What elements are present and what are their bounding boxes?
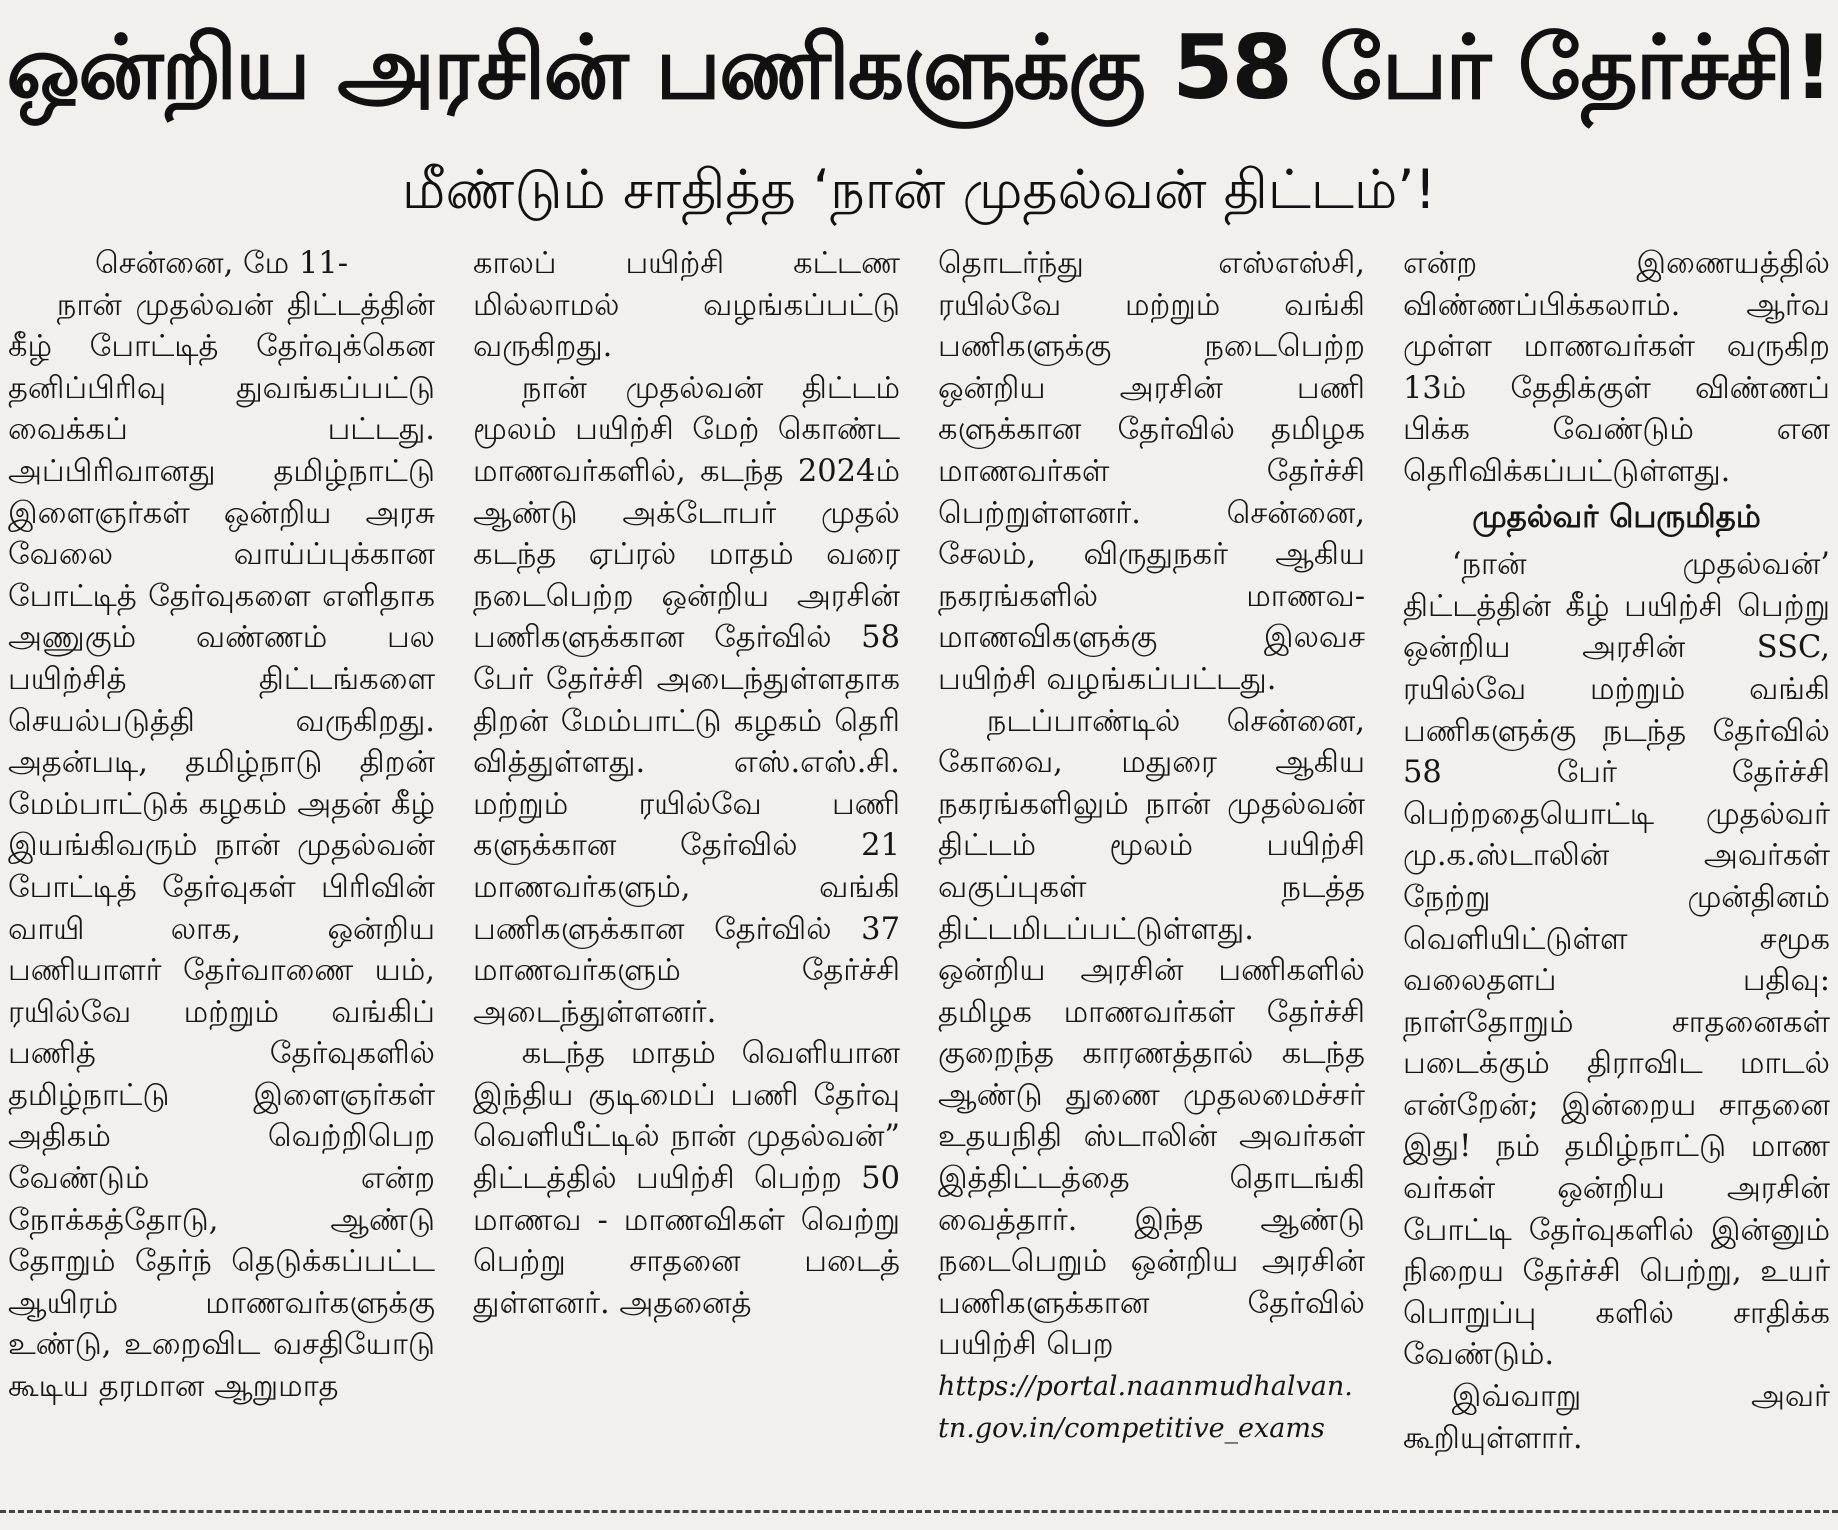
article-column-3 (938, 243, 1365, 1493)
paragraph: நடப்பாண்டில் சென்னை, கோவை, மதுரை ஆகிய நகரங்களிலும் நான் முதல்வன் திட்டம் மூலம் பயிற்சி வகுப்புகள் நடத்த திட்டமிடப்பட்டுள்ளது. ஒன்றிய அரசின் பணிகளில் தமிழக மாணவர்கள் தேர்ச்சி குறைந்த காரணத்தால் கடந்த ஆண்டு துணை முதலமைச்சர் உதயநிதி ஸ்டாலின் அவர்கள் இத்திட்டத்தை தொடங்கி வைத்தார். இந்த ஆண்டு நடைபெறும் ஒன்றிய அரசின் பணிகளுக்கான தேர்வில் பயிற்சி பெற (938, 703, 1365, 1363)
paragraph: இவ்வாறு அவர் கூறியுள்ளார். (1403, 1379, 1830, 1456)
paragraph: ‘நான் முதல்வன்’ திட்டத்தின் கீழ் பயிற்சி பெற்று ஒன்றிய அரசின் SSC, ரயில்வே மற்றும் வங்கி பணிகளுக்கு நடந்த தேர்வில் 58 பேர் தேர்ச்சி பெற்றதையொட்டி முதல்வர் மு.க.ஸ்டாலின் அவர்கள் நேற்று முன்தினம் வெளியிட்டுள்ள சமூக வலைதளப் பதிவு: நாள்தோறும் சாதனைகள் படைக்கும் திராவிட மாடல் என்றேன்; இன்றைய சாதனை இது! நம் தமிழ்நாட்டு மாண வர்கள் ஒன்றிய அரசின் போட்டி தேர்வுகளில் இன்னும் நிறைய தேர்ச்சி பெற்று, உயர் பொறுப்பு களில் சாதிக்க வேண்டும். (1403, 547, 1830, 1373)
paragraph: காலப் பயிற்சி கட்டண மில்லாமல் வழங்கப்பட்டு வருகிறது. (473, 246, 900, 365)
paragraph: நான் முதல்வன் திட்டத்தின் கீழ் போட்டித் தேர்வுக்கென தனிப்பிரிவு துவங்கப்பட்டு வைக்கப் பட்டது. அப்பிரிவானது தமிழ்நாட்டு இளைஞர்கள் ஒன்றிய அரசு வேலை வாய்ப்புக்கான போட்டித் தேர்வுகளை எளிதாக அணுகும் வண்ணம் பல பயிற்சித் திட்டங்களை செயல்படுத்தி வருகிறது. அதன்படி, தமிழ்நாடு திறன் மேம்பாட்டுக் கழகம் அதன் கீழ் இயங்கிவரும் நான் முதல்வன் போட்டித் தேர்வுகள் பிரிவின் வாயி லாக, ஒன்றிய பணியாளர் தேர்வாணை யம், ரயில்வே மற்றும் வங்கிப் பணித் தேர்வுகளில் தமிழ்நாட்டு இளைஞர்கள் அதிகம் வெற்றிபெற வேண்டும் என்ற நோக்கத்தோடு, ஆண்டு தோறும் தேர்ந் தெடுக்கப்பட்ட ஆயிரம் மாணவர்களுக்கு உண்டு, உறைவிட வசதியோடு கூடிய தரமான ஆறுமாத (8, 287, 435, 1405)
dateline: சென்னை, மே 11- (94, 246, 349, 281)
article-column-2 (473, 243, 900, 1493)
paragraph: நான் முதல்வன் திட்டம் மூலம் பயிற்சி மேற் கொண்ட மாணவர்களில், கடந்த 2024ம் ஆண்டு அக்டோபர் முதல் கடந்த ஏப்ரல் மாதம் வரை நடைபெற்ற ஒன்றிய அரசின் பணிகளுக்கான தேர்வில் 58 பேர் தேர்ச்சி அடைந்துள்ளதாக திறன் மேம்பாட்டு கழகம் தெரி வித்துள்ளது. எஸ்.எஸ்.சி. மற்றும் ரயில்வே பணி களுக்கான தேர்வில் 21 மாணவர்களும், வங்கி பணிகளுக்கான தேர்வில் 37 மாணவர்களும் தேர்ச்சி அடைந்துள்ளனர். (473, 370, 900, 1030)
paragraph: தொடர்ந்து எஸ்எஸ்சி, ரயில்வே மற்றும் வங்கி பணிகளுக்கு நடைபெற்ற ஒன்றிய அரசின் பணி களுக்கான தேர்வில் தமிழக மாணவர்கள் தேர்ச்சி பெற்றுள்ளனர். சென்னை, சேலம், விருதுநகர் ஆகிய நகரங்களில் மாணவ- மாணவிகளுக்கு இலவச பயிற்சி வழங்கப்பட்டது. (938, 246, 1365, 697)
article-columns (8, 243, 1830, 1493)
article-column-1 (8, 243, 435, 1493)
headline: ஒன்றிய அரசின் பணிகளுக்கு 58 பேர் தேர்ச்சி! (6, 15, 1832, 119)
bottom-divider (0, 1510, 1838, 1513)
article-column-4 (1403, 243, 1830, 1493)
paragraph: என்ற இணையத்தில் விண்ணப்பிக்கலாம். ஆர்வ முள்ள மாணவர்கள் வருகிற 13ம் தேதிக்குள் விண்ணப் பிக்க வேண்டும் என தெரிவிக்கப்பட்டுள்ளது. (1403, 246, 1830, 489)
section-subheading: முதல்வர் பெருமிதம் (1472, 498, 1761, 535)
subheadline: மீண்டும் சாதித்த ‘நான் முதல்வன் திட்டம்’! (401, 157, 1437, 221)
paragraph: கடந்த மாதம் வெளியான இந்திய குடிமைப் பணி தேர்வு வெளியீட்டில் நான் முதல்வன்” திட்டத்தில் பயிற்சி பெற்ற 50 மாணவ - மாணவிகள் வெற்று பெற்று சாதனை படைத் துள்ளனர். அதனைத் (473, 1036, 900, 1321)
portal-url: https://portal.naanmudhalvan. tn.gov.in/competitive_exams (938, 1371, 1353, 1444)
